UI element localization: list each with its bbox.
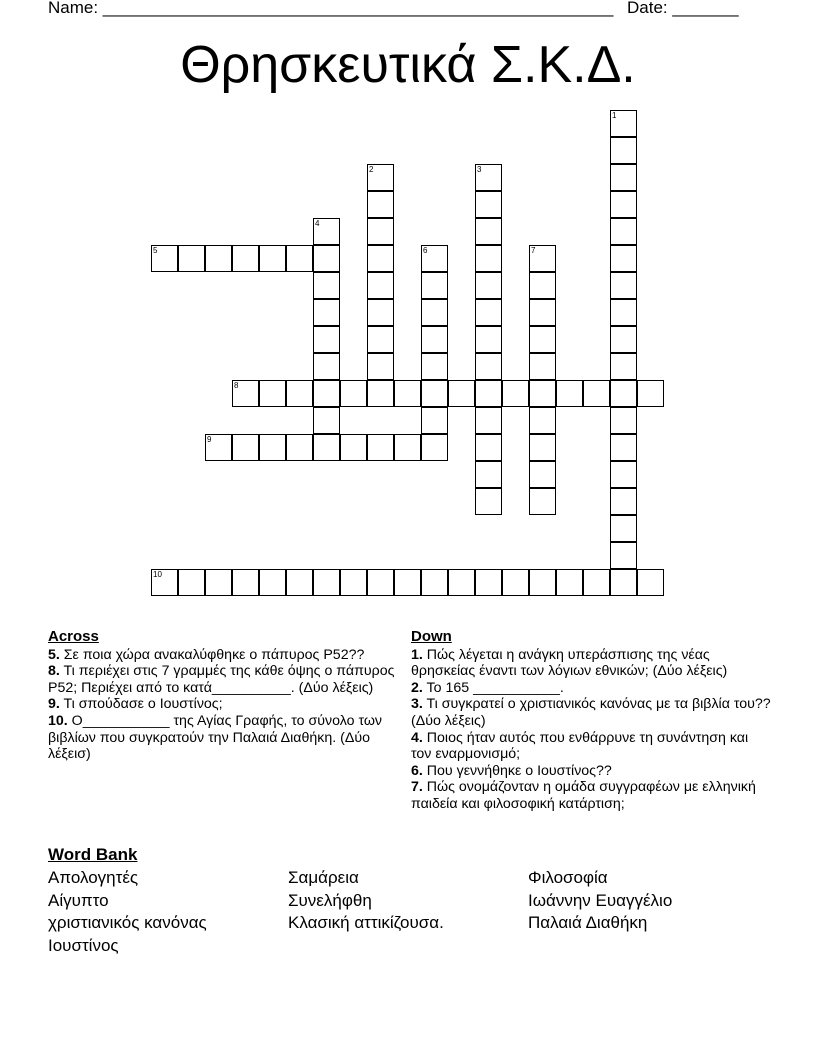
clue-text: Τι συγκρατεί ο χριστιανικός κανόνας με τα βιβλία του?? (Δύο λέξεις) [411, 696, 771, 729]
clue-number: 6. [411, 762, 423, 779]
crossword-cell[interactable] [529, 488, 556, 515]
crossword-cell[interactable] [448, 380, 475, 407]
word-bank-column [288, 867, 444, 935]
clue-number-label: 2 [369, 165, 374, 174]
crossword-cell[interactable] [340, 380, 367, 407]
crossword-cell[interactable] [529, 326, 556, 353]
clue-down-3 [411, 696, 771, 729]
name-field-line: Name: ______________________________________________________ [48, 0, 614, 17]
crossword-cell[interactable] [151, 245, 178, 272]
clue-down-2 [411, 680, 771, 697]
crossword-cell[interactable] [475, 434, 502, 461]
crossword-cell[interactable] [421, 569, 448, 596]
page-title: Θρησκευτικά Σ.Κ.Δ. [180, 36, 636, 94]
crossword-cell[interactable] [610, 191, 637, 218]
crossword-cell[interactable] [367, 326, 394, 353]
crossword-cell[interactable] [367, 272, 394, 299]
crossword-cell[interactable] [313, 218, 340, 245]
word-bank-item: Ιωάννην Ευαγγέλιο [528, 890, 673, 910]
crossword-cell[interactable] [475, 569, 502, 596]
crossword-cell[interactable] [475, 245, 502, 272]
crossword-cell[interactable] [475, 326, 502, 353]
crossword-cell[interactable] [421, 407, 448, 434]
crossword-cell[interactable] [205, 245, 232, 272]
clue-down-4 [411, 730, 771, 763]
crossword-cell[interactable] [610, 488, 637, 515]
crossword-cell[interactable] [232, 569, 259, 596]
word-bank-item: Κλασική αττικίζουσα. [288, 913, 444, 932]
clue-number-label: 6 [423, 246, 428, 255]
crossword-cell[interactable] [313, 272, 340, 299]
crossword-cell[interactable] [313, 407, 340, 434]
clue-text: Που γεννήθηκε ο Ιουστίνος?? [422, 762, 612, 779]
clue-number: 10. [48, 712, 68, 729]
crossword-cell[interactable] [610, 299, 637, 326]
word-bank-item: Παλαιά Διαθήκη [528, 913, 648, 932]
crossword-cell[interactable] [367, 191, 394, 218]
word-bank-item: Σαμάρεια [288, 868, 359, 887]
crossword-cell[interactable] [475, 407, 502, 434]
word-bank-item: Αίγυπτο [48, 890, 109, 910]
clue-number-label: 1 [612, 111, 617, 120]
clue-number: 7. [411, 779, 423, 796]
crossword-cell[interactable] [475, 299, 502, 326]
across-clues [48, 629, 400, 763]
crossword-cell[interactable] [475, 461, 502, 488]
crossword-cell[interactable] [475, 218, 502, 245]
crossword-cell[interactable] [394, 434, 421, 461]
crossword-cell[interactable] [610, 380, 637, 407]
crossword-cell[interactable] [367, 218, 394, 245]
crossword-cell[interactable] [610, 110, 637, 137]
crossword-cell[interactable] [421, 326, 448, 353]
word-bank-item: Συνελήφθη [288, 890, 372, 910]
clue-number-label: 8 [234, 381, 239, 390]
crossword-cell[interactable] [367, 380, 394, 407]
crossword-cell[interactable] [610, 218, 637, 245]
crossword-cell[interactable] [151, 569, 178, 596]
crossword-cell[interactable] [421, 380, 448, 407]
crossword-cell[interactable] [313, 299, 340, 326]
crossword-cell[interactable] [232, 434, 259, 461]
crossword-cell[interactable] [421, 245, 448, 272]
crossword-cell[interactable] [610, 461, 637, 488]
crossword-cell[interactable] [313, 434, 340, 461]
crossword-cell[interactable] [259, 569, 286, 596]
crossword-cell[interactable] [286, 569, 313, 596]
crossword-cell[interactable] [178, 245, 205, 272]
crossword-cell[interactable] [367, 299, 394, 326]
crossword-cell[interactable] [529, 380, 556, 407]
crossword-cell[interactable] [637, 380, 664, 407]
clue-number: 1. [411, 646, 423, 663]
clue-number: 2. [411, 679, 423, 696]
crossword-cell[interactable] [178, 569, 205, 596]
word-bank-column [48, 867, 207, 957]
clue-text: Το 165 ___________. [422, 679, 564, 696]
clue-across-5 [48, 647, 400, 664]
clue-number-label: 3 [477, 165, 482, 174]
crossword-cell[interactable] [232, 380, 259, 407]
crossword-cell[interactable] [556, 569, 583, 596]
crossword-cell[interactable] [610, 245, 637, 272]
crossword-cell[interactable] [556, 380, 583, 407]
crossword-cell[interactable] [367, 569, 394, 596]
clue-text: Τι περιέχει στις 7 γραμμές της κάθε όψης ο πάπυρος P52; Περιέχει από το κατά__________. (Δύο λέξεις) [48, 663, 395, 696]
crossword-cell[interactable] [583, 569, 610, 596]
crossword-cell[interactable] [205, 434, 232, 461]
crossword-cell[interactable] [448, 569, 475, 596]
clue-number-label: 4 [315, 219, 320, 228]
word-bank-item: Ιουστίνος [48, 935, 119, 955]
crossword-cell[interactable] [475, 191, 502, 218]
clue-number-label: 5 [153, 246, 158, 255]
crossword-cell[interactable] [529, 569, 556, 596]
clue-text: Ποιος ήταν αυτός που ενθάρρυνε τη συνάντηση και τον εναρμονισμό; [411, 729, 749, 763]
crossword-cell[interactable] [313, 569, 340, 596]
crossword-cell[interactable] [421, 434, 448, 461]
crossword-cell[interactable] [259, 245, 286, 272]
crossword-cell[interactable] [421, 272, 448, 299]
crossword-cell[interactable] [529, 353, 556, 380]
crossword-cell[interactable] [313, 245, 340, 272]
crossword-cell[interactable] [286, 434, 313, 461]
crossword-cell[interactable] [340, 569, 367, 596]
word-bank-item: Απολογητές [48, 868, 139, 887]
crossword-cell[interactable] [367, 353, 394, 380]
clue-across-9 [48, 696, 400, 713]
word-bank-item: Φιλοσοφία [528, 868, 608, 887]
crossword-cell[interactable] [313, 326, 340, 353]
crossword-cell[interactable] [286, 245, 313, 272]
word-bank-title: Word Bank [48, 845, 138, 864]
crossword-cell[interactable] [583, 380, 610, 407]
crossword-cell[interactable] [610, 137, 637, 164]
crossword-cell[interactable] [313, 380, 340, 407]
crossword-cell[interactable] [637, 569, 664, 596]
down-heading: Down [411, 628, 452, 645]
crossword-cell[interactable] [259, 380, 286, 407]
clue-number: 4. [411, 729, 423, 746]
crossword-cell[interactable] [610, 326, 637, 353]
clue-number-label: 7 [531, 246, 536, 255]
crossword-cell[interactable] [475, 353, 502, 380]
crossword-cell[interactable] [367, 164, 394, 191]
clue-across-8 [48, 663, 400, 696]
crossword-cell[interactable] [475, 488, 502, 515]
crossword-cell[interactable] [394, 380, 421, 407]
crossword-cell[interactable] [421, 353, 448, 380]
crossword-cell[interactable] [475, 272, 502, 299]
crossword-cell[interactable] [610, 542, 637, 569]
across-heading: Across [48, 628, 99, 645]
crossword-cell[interactable] [475, 164, 502, 191]
clue-down-7 [411, 779, 771, 812]
down-clues [411, 629, 771, 813]
crossword-cell[interactable] [475, 380, 502, 407]
crossword-cell[interactable] [529, 461, 556, 488]
clue-number-label: 9 [207, 435, 212, 444]
date-field-line: Date: _______ [627, 0, 739, 17]
crossword-cell[interactable] [610, 434, 637, 461]
crossword-cell[interactable] [313, 353, 340, 380]
clue-text: Ο___________ της Αγίας Γραφής, το σύνολο των βιβλίων που συγκρατούν την Παλαιά Διαθήκη. (Δύο λέξεισ) [48, 712, 383, 763]
crossword-cell[interactable] [367, 434, 394, 461]
clue-number-label: 10 [153, 570, 162, 579]
crossword-cell[interactable] [610, 353, 637, 380]
crossword-cell[interactable] [529, 434, 556, 461]
crossword-cell[interactable] [394, 569, 421, 596]
clue-across-10 [48, 713, 400, 763]
crossword-cell[interactable] [205, 569, 232, 596]
word-bank-column [528, 867, 672, 935]
clue-down-1 [411, 647, 771, 680]
crossword-cell[interactable] [421, 299, 448, 326]
crossword-cell[interactable] [610, 515, 637, 542]
crossword-cell[interactable] [286, 380, 313, 407]
clue-text: Τι σπούδασε ο Ιουστίνος; [59, 696, 223, 713]
crossword-cell[interactable] [232, 245, 259, 272]
crossword-cell[interactable] [529, 407, 556, 434]
crossword-cell[interactable] [529, 245, 556, 272]
crossword-cell[interactable] [529, 272, 556, 299]
crossword-cell[interactable] [340, 434, 367, 461]
crossword-cell[interactable] [367, 245, 394, 272]
clue-text: Σε ποια χώρα ανακαλύφθηκε ο πάπυρος P52?? [59, 646, 365, 663]
word-bank-item: χριστιανικός κανόνας [48, 913, 207, 932]
crossword-cell[interactable] [610, 407, 637, 434]
clue-number: 3. [411, 696, 423, 713]
clue-number: 9. [48, 696, 60, 713]
clue-down-6 [411, 763, 771, 780]
clue-text: Πώς λέγεται η ανάγκη υπεράσπισης της νέας θρησκείας έναντι των λόγιων εθνικών; (Δύο λέξεις) [411, 646, 728, 680]
crossword-cell[interactable] [529, 299, 556, 326]
crossword-cell[interactable] [610, 272, 637, 299]
clue-number: 8. [48, 663, 60, 680]
clue-number: 5. [48, 646, 60, 663]
crossword-cell[interactable] [610, 569, 637, 596]
crossword-cell[interactable] [610, 164, 637, 191]
crossword-cell[interactable] [259, 434, 286, 461]
clue-text: Πώς ονομάζονταν η ομάδα συγγραφέων με ελληνική παιδεία και φιλοσοφική κατάρτιση; [411, 779, 756, 812]
crossword-cell[interactable] [502, 569, 529, 596]
crossword-cell[interactable] [502, 380, 529, 407]
